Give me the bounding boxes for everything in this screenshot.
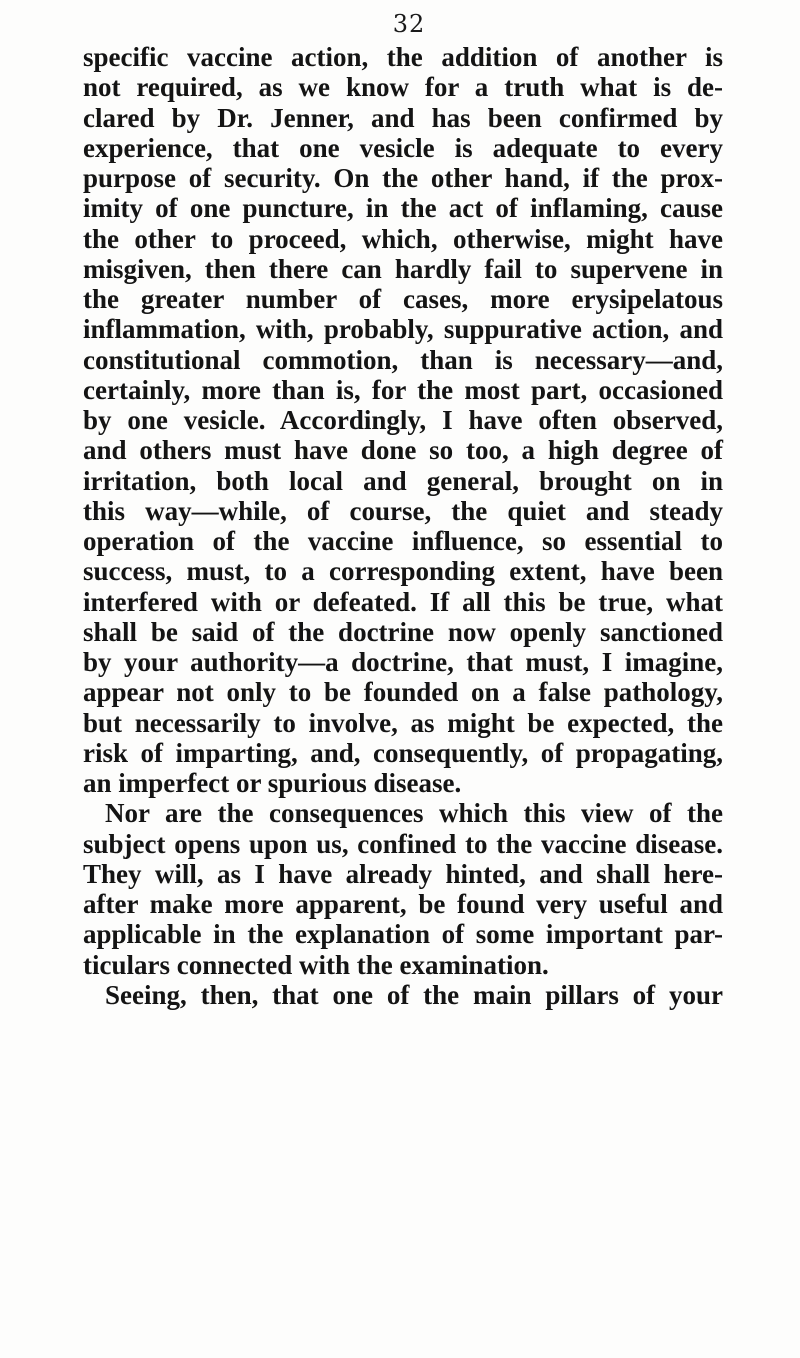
text-line: purpose of security. On the other hand, if the prox- xyxy=(83,163,723,193)
text-line: Seeing, then, that one of the main pillars of your xyxy=(105,979,723,1010)
text-line: an imperfect or spurious disease. xyxy=(83,768,462,798)
text-line: experience, that one vesicle is adequate to every xyxy=(83,132,723,163)
text-line: They will, as I have already hinted, and shall here- xyxy=(83,858,723,889)
body-text xyxy=(83,42,723,1010)
text-line: not required, as we know for a truth what is de- xyxy=(83,72,723,103)
text-line: success, must, to a corresponding extent, have been xyxy=(83,556,723,587)
text-line: interfered with or defeated. If all this be true, what xyxy=(83,586,723,617)
text-line: after make more apparent, be found very useful and xyxy=(83,889,723,919)
text-line: Nor are the consequences which this view of the xyxy=(105,798,723,829)
text-line: the greater number of cases, more erysipelatous xyxy=(83,284,723,314)
text-line: inflammation, with, probably, suppurative action, and xyxy=(83,314,723,345)
text-line: operation of the vaccine influence, so essential to xyxy=(83,526,723,556)
text-line: constitutional commotion, than is necessary—and, xyxy=(83,344,723,375)
text-line: subject opens upon us, confined to the vaccine disease. xyxy=(83,828,723,859)
text-line: applicable in the explanation of some important par- xyxy=(83,919,723,950)
text-line: appear not only to be founded on a false pathology, xyxy=(83,677,723,708)
text-line: shall be said of the doctrine now openly sanctioned xyxy=(83,616,723,647)
text-line: certainly, more than is, for the most part, occasioned xyxy=(83,374,723,405)
text-line: risk of imparting, and, consequently, of propagating, xyxy=(83,737,723,768)
text-line: clared by Dr. Jenner, and has been confirmed by xyxy=(83,102,723,133)
text-line: ticulars connected with the examination. xyxy=(83,949,549,980)
text-line: by your authority—a doctrine, that must, I imagine, xyxy=(83,647,723,677)
text-line: misgiven, then there can hardly fail to supervene in xyxy=(83,253,723,284)
page-number: 32 xyxy=(392,10,426,38)
text-line: and others must have done so too, a high degree of xyxy=(83,435,723,466)
text-line: imity of one puncture, in the act of inflaming, cause xyxy=(83,193,723,224)
text-line: irritation, both local and general, brought on in xyxy=(83,465,723,496)
text-line: specific vaccine action, the addition of another is xyxy=(83,42,723,72)
text-line: by one vesicle. Accordingly, I have often observed, xyxy=(83,405,723,435)
text-line: but necessarily to involve, as might be expected, the xyxy=(83,707,723,738)
text-line: this way—while, of course, the quiet and steady xyxy=(83,495,723,526)
text-line: the other to proceed, which, otherwise, might have xyxy=(83,223,723,254)
